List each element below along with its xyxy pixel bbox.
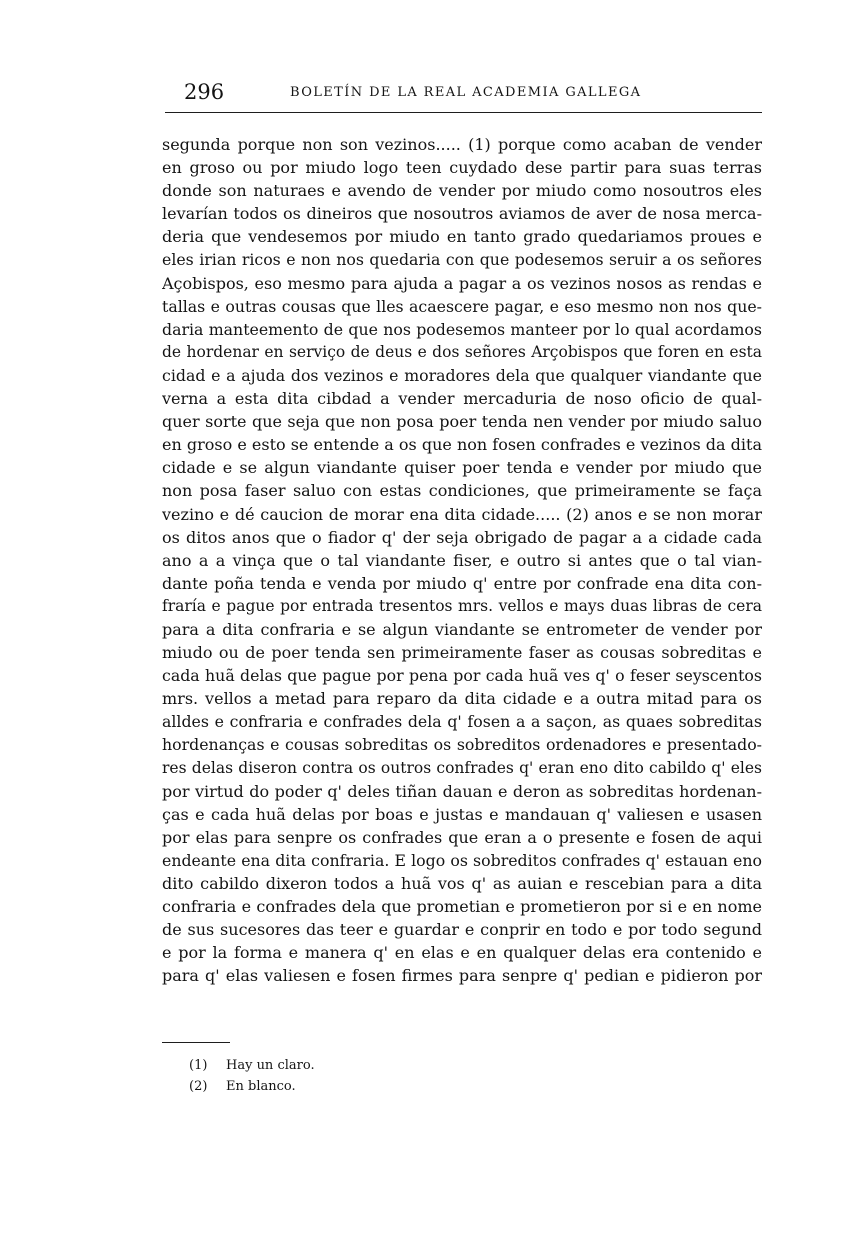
text-line: de hordenar en serviço de deus e dos señores Arçobispos que foren en esta — [162, 342, 762, 361]
page-header — [162, 80, 762, 110]
text-line: vezino e dé caucion de morar ena dita cidade..... (2) anos e se non morar — [162, 504, 762, 524]
text-line: por elas para senpre os confrades que eran a o presente e fosen de aqui — [162, 827, 762, 847]
text-line: daria manteemento de que nos podesemos manteer por lo qual acordamos — [162, 319, 762, 339]
text-line: levarían todos os dineiros que nosoutros aviamos de aver de nosa merca- — [162, 204, 762, 224]
text-line: e por la forma e manera q' en elas e en qualquer delas era contenido e — [162, 943, 762, 963]
body-text — [162, 133, 762, 987]
text-line: donde son naturaes e avendo de vender por miudo como nosoutros eles — [162, 181, 762, 201]
text-line: os ditos anos que o fiador q' der seja obrigado de pagar a a cidade cada — [162, 527, 762, 547]
footnote — [189, 1055, 589, 1076]
footnote-mark: (2) — [189, 1079, 208, 1094]
footnote-text: En blanco. — [226, 1079, 296, 1094]
text-line: verna a esta dita cibdad a vender mercaduria de noso oficio de qual- — [162, 389, 762, 409]
text-line: dito cabildo dixeron todos a huã vos q' as auian e rescebian para a dita — [162, 874, 762, 893]
text-line: para a dita confraria e se algun viandante se entrometer de vender por — [162, 619, 762, 639]
footnote-rule — [162, 1042, 230, 1043]
text-line: fraría e pague por entrada tresentos mrs. vellos e mays duas libras de cera — [162, 596, 762, 615]
text-line: confraria e confrades dela que prometian e prometieron por si e en nome — [162, 897, 762, 917]
text-line: en groso ou por miudo logo teen cuydado dese partir para suas terras — [162, 158, 762, 178]
footnote-mark: (1) — [189, 1058, 208, 1073]
text-line: de sus sucesores das teer e guardar e conprir en todo e por todo segund — [162, 920, 762, 940]
text-line: cidade e se algun viandante quiser poer tenda e vender por miudo que — [162, 458, 762, 478]
text-line: dante poña tenda e venda por miudo q' entre por confrade ena dita con- — [162, 573, 762, 593]
text-line: alldes e confraria e confrades dela q' fosen a a saçon, as quaes sobreditas — [162, 712, 762, 732]
text-line: quer sorte que seja que non posa poer tenda nen vender por miudo saluo — [162, 412, 762, 432]
text-line: ças e cada huã delas por boas e justas e mandauan q' valiesen e usasen — [162, 804, 762, 824]
text-line: tallas e outras cousas que lles acaescere pagar, e eso mesmo non nos que- — [162, 296, 762, 316]
text-line: en groso e esto se entende a os que non fosen confrades e vezinos da dita — [162, 435, 762, 455]
footnotes — [189, 1055, 589, 1097]
text-line: ano a a vinça que o tal viandante fiser, e outro si antes que o tal vian- — [162, 550, 762, 570]
text-line: cada huã delas que pague por pena por cada huã ves q' o feser seyscentos — [162, 666, 762, 686]
page-number: 296 — [184, 80, 225, 104]
text-line: miudo ou de poer tenda sen primeiramente faser as cousas sobreditas e — [162, 643, 762, 663]
text-line: cidad e a ajuda dos vezinos e moradores dela que qualquer viandante que — [162, 365, 762, 385]
text-line: res delas diseron contra os outros confrades q' eran eno dito cabildo q' eles — [162, 758, 762, 777]
text-line: para q' elas valiesen e fosen firmes para senpre q' pedian e pidieron por — [162, 966, 762, 986]
text-line: eles irian ricos e non nos quedaria con que podesemos seruir a os señores — [162, 250, 762, 270]
text-line: deria que vendesemos por miudo en tanto grado quedariamos proues e — [162, 227, 762, 247]
running-title: BOLETÍN DE LA REAL ACADEMIA GALLEGA — [290, 85, 642, 100]
header-rule — [165, 112, 762, 113]
text-line: non posa faser saluo con estas condiciones, que primeiramente se faça — [162, 481, 762, 501]
text-line: Açobispos, eso mesmo para ajuda a pagar a os vezinos nosos as rendas e — [162, 273, 762, 293]
text-line: por virtud do poder q' deles tiñan dauan e deron as sobreditas hordenan- — [162, 781, 762, 801]
text-line: hordenanças e cousas sobreditas os sobreditos ordenadores e presentado- — [162, 735, 762, 755]
footnote — [189, 1076, 589, 1097]
text-line: endeante ena dita confraria. E logo os sobreditos confrades q' estauan eno — [162, 850, 762, 870]
text-line: segunda porque non son vezinos..... (1) porque como acaban de vender — [162, 135, 762, 154]
text-line: mrs. vellos a metad para reparo da dita cidade e a outra mitad para os — [162, 689, 762, 709]
footnote-text: Hay un claro. — [226, 1058, 315, 1073]
